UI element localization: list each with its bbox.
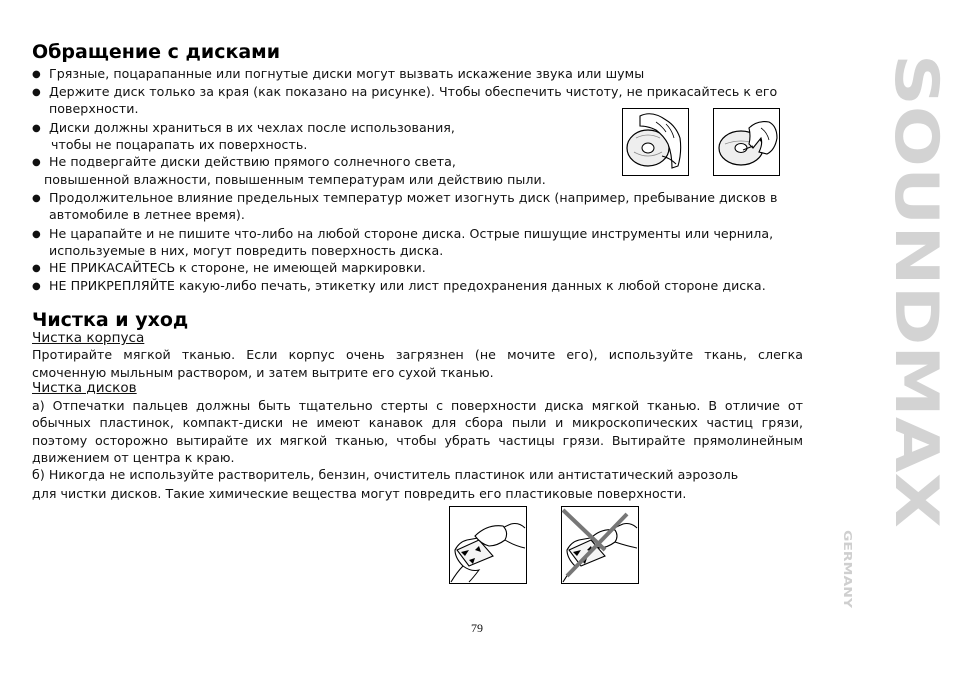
list-item-continuation: используемые в них, могут повредить поверхность диска. — [49, 243, 444, 258]
paragraph-line: обычных пластинок, компакт-диски не имеют канавок для сбора пыли и микроскопических частиц грязи, — [32, 415, 803, 430]
list-item-continuation: чтобы не поцарапать их поверхность. — [51, 137, 308, 152]
bullet: ● — [32, 87, 41, 98]
list-item: Продолжительное влияние предельных температур может изогнуть диск (например, пребывание дисков в — [49, 190, 778, 205]
bullet: ● — [32, 281, 41, 292]
paragraph-line: Протирайте мягкой тканью. Если корпус очень загрязнен (не мочите его), используйте ткань, слегка — [32, 347, 803, 362]
paragraph-line: а) Отпечатки пальцев должны быть тщательно стерты с поверхности диска мягкой тканью. В отличие от — [32, 398, 803, 413]
bullet: ● — [32, 263, 41, 274]
hand-holding-disc-center-illustration — [713, 108, 780, 176]
list-item: Диски должны храниться в их чехлах после использования, — [49, 120, 455, 135]
section-title-disc-handling: Обращение с дисками — [32, 41, 281, 63]
bullet: ● — [32, 69, 41, 80]
bullet: ● — [32, 229, 41, 240]
list-item: НЕ ПРИКАСАЙТЕСЬ к стороне, не имеющей маркировки. — [49, 260, 426, 275]
paragraph-line: для чистки дисков. Такие химические вещества могут повредить его пластиковые поверхности. — [32, 486, 687, 501]
bullet: ● — [32, 157, 41, 168]
section-title-cleaning-and-care: Чистка и уход — [32, 309, 189, 331]
list-item-continuation: автомобиле в летнее время). — [49, 207, 245, 222]
list-item: Не подвергайте диски действию прямого солнечного света, — [49, 154, 456, 169]
brand-tagline-graphic — [842, 530, 856, 610]
subheading-body-cleaning: Чистка корпуса — [32, 330, 145, 346]
brand-name: SOUNDMAX — [881, 54, 951, 450]
hand-holding-disc-edge-illustration — [622, 108, 689, 176]
soundmax-logo — [843, 54, 951, 544]
paragraph-line: б) Никогда не используйте растворитель, бензин, очиститель пластинок или антистатический аэрозоль — [32, 467, 739, 482]
list-item-continuation: повышенной влажности, повышенным температурам или действию пыли. — [44, 172, 546, 187]
list-item: Не царапайте и не пишите что-либо на любой стороне диска. Острые пишущие инструменты или чернила, — [49, 226, 774, 241]
brand-tagline: GERMANY — [841, 530, 854, 592]
subheading-disc-cleaning: Чистка дисков — [32, 380, 137, 396]
paragraph-line: поэтому осторожно вытирайте их мягкой тканью, чтобы убрать частицы грязи. Вытирайте прямолинейным — [32, 433, 803, 448]
incorrect-disc-wiping-illustration — [561, 506, 639, 584]
page-number: 79 — [471, 621, 483, 635]
bullet: ● — [32, 193, 41, 204]
list-item: Грязные, поцарапанные или погнутые диски могут вызвать искажение звука или шумы — [49, 66, 645, 81]
list-item-continuation: поверхности. — [49, 101, 139, 116]
paragraph-line: смоченную мыльным раствором, и затем вытрите его сухой тканью. — [32, 365, 494, 380]
correct-disc-wiping-illustration — [449, 506, 527, 584]
bullet: ● — [32, 123, 41, 134]
list-item: НЕ ПРИКРЕПЛЯЙТЕ какую-либо печать, этикетку или лист предохранения данных к любой стороне диска. — [49, 278, 766, 293]
paragraph-line: движением от центра к краю. — [32, 450, 235, 465]
list-item: Держите диск только за края (как показано на рисунке). Чтобы обеспечить чистоту, не прикасайтесь к его — [49, 84, 778, 99]
